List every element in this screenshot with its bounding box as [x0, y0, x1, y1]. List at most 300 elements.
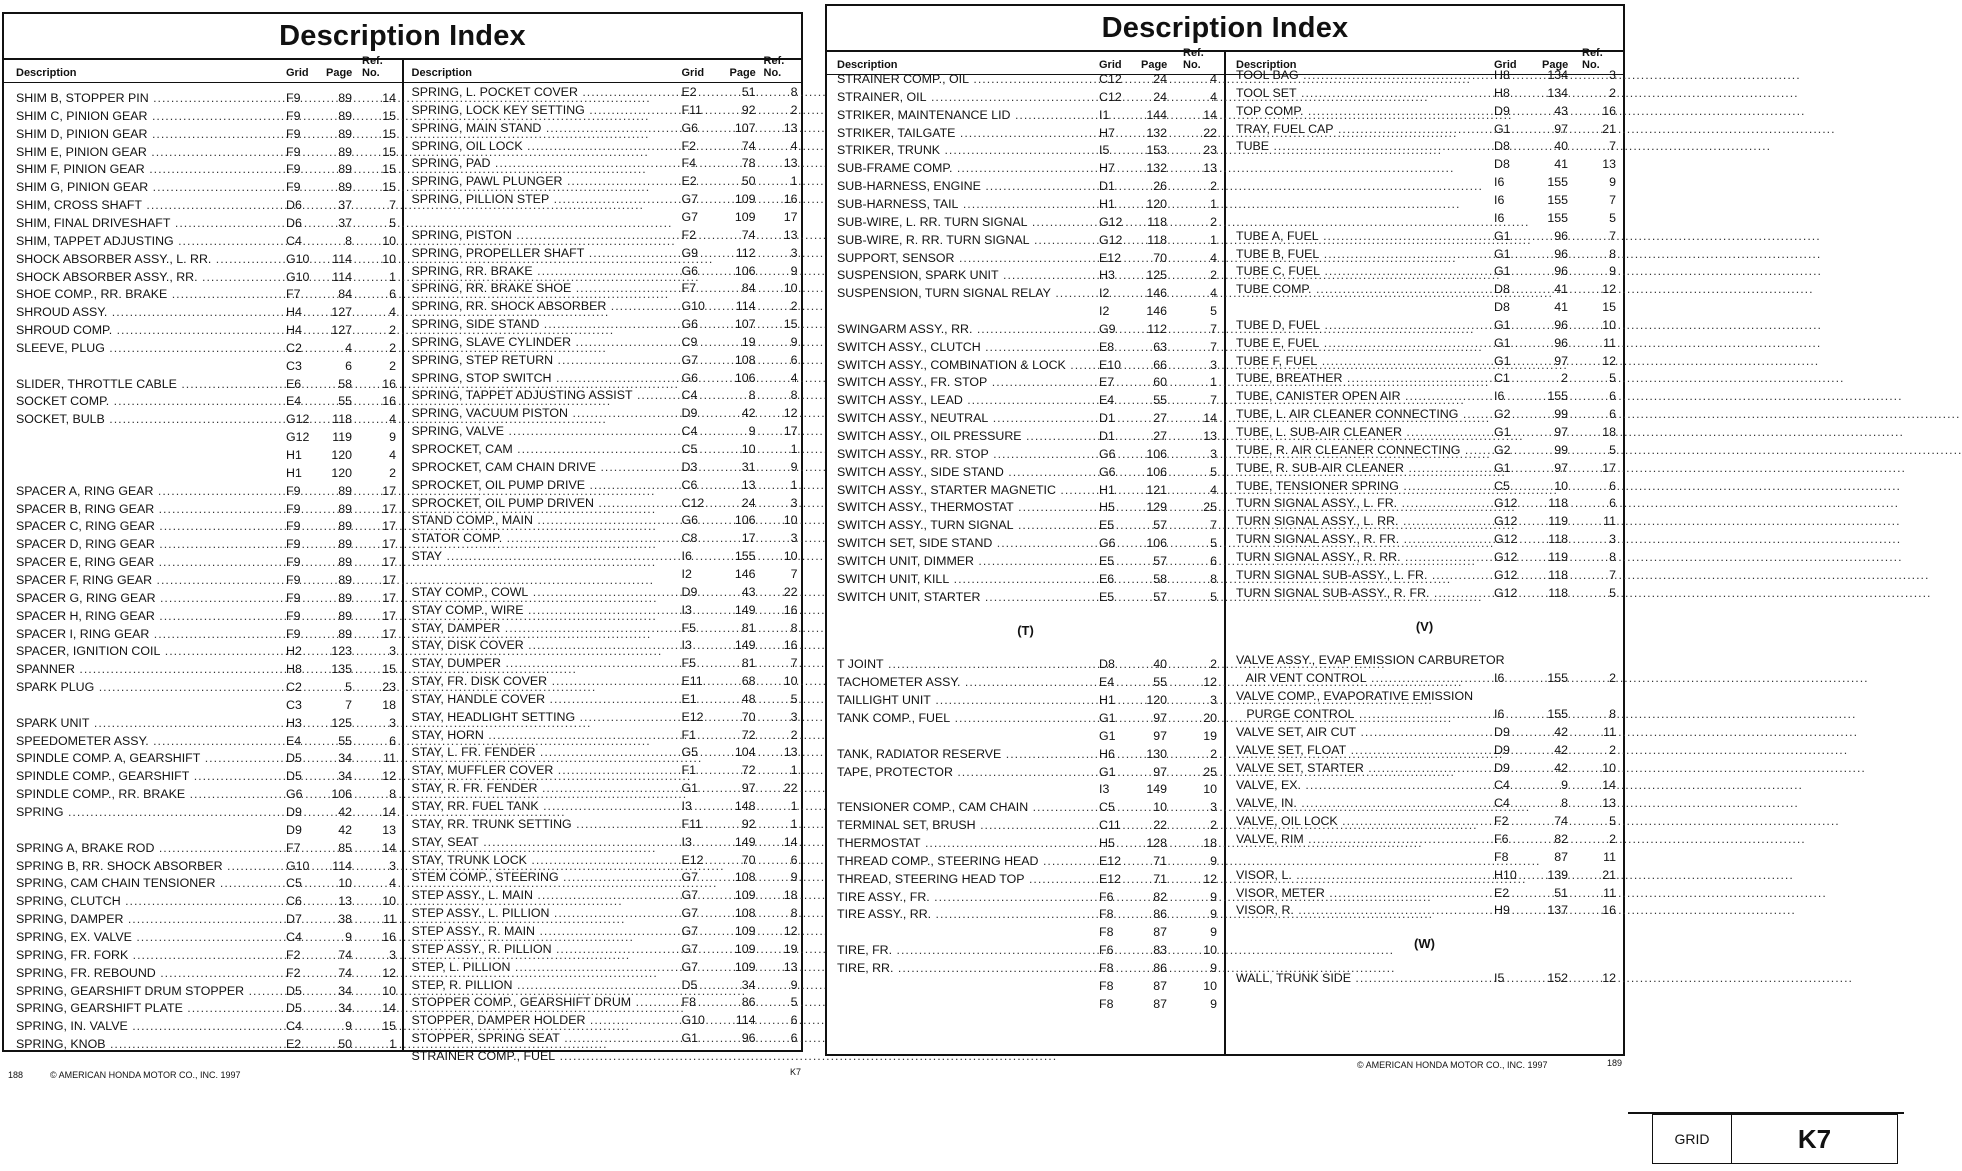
row-description: STAY, L. FR. FENDER ..... [412, 744, 666, 761]
row-grid: G7 [681, 941, 699, 956]
row-grid: F2 [681, 138, 696, 153]
index-row [4, 911, 402, 928]
index-row [1226, 567, 1623, 584]
row-grid: H8 [286, 662, 302, 677]
row-ref-no: 7 [1609, 228, 1616, 243]
row-page: 34 [741, 977, 756, 992]
index-row [827, 553, 1224, 570]
index-row [404, 227, 802, 244]
row-grid: F9 [286, 162, 301, 177]
index-row [404, 387, 802, 404]
row-ref-no: 25 [1203, 764, 1217, 779]
row-description: SPRING A, BRAKE ROD ..... [16, 840, 266, 857]
row-description: STEP, L. PILLION ..... [412, 959, 666, 976]
row-page: 106 [331, 787, 352, 802]
row-grid: G6 [1099, 536, 1116, 551]
row-grid: G10 [681, 1013, 705, 1028]
index-row [1226, 317, 1623, 334]
index-row [404, 1030, 802, 1047]
row-grid: I6 [1494, 389, 1505, 404]
row-grid: H7 [1099, 125, 1115, 140]
index-row [404, 548, 802, 565]
row-grid: D8 [1494, 300, 1510, 315]
row-description: VALVE COMP., EVAPORATIVE EMISSION [1236, 689, 1474, 704]
row-description: SWITCH ASSY., THERMOSTAT ..... [837, 499, 1082, 516]
row-description: SWITCH UNIT, KILL ..... [837, 571, 1082, 588]
row-page: 87 [1153, 978, 1167, 993]
row-page: 92 [741, 816, 756, 831]
row-description: SWITCH ASSY., TURN SIGNAL ..... [837, 517, 1082, 534]
index-row [404, 245, 802, 262]
row-ref-no: 9 [1609, 175, 1616, 190]
row-page: 149 [734, 638, 756, 653]
row-ref-no: 3 [1609, 532, 1616, 547]
row-grid: G5 [681, 745, 699, 760]
row-ref-no: 8 [1609, 549, 1616, 564]
row-description: TUBE, L. SUB-AIR CLEANER ..... [1236, 424, 1481, 441]
row-page: 108 [734, 906, 756, 921]
row-grid: E12 [1099, 250, 1122, 265]
row-ref-no: 1 [1210, 196, 1217, 211]
index-row [4, 233, 402, 250]
row-description: SHROUD COMP. ..... [16, 322, 266, 339]
row-grid: G7 [681, 923, 699, 938]
row-grid: F9 [286, 608, 301, 623]
row-page: 51 [741, 85, 756, 99]
row-grid: F8 [681, 995, 696, 1010]
row-grid: G12 [1099, 232, 1123, 247]
row-grid: D5 [286, 769, 302, 784]
row-page: 97 [1153, 728, 1167, 743]
index-row [1226, 121, 1623, 138]
row-ref-no: 3 [389, 947, 396, 962]
row-page: 82 [1153, 889, 1167, 904]
row-ref-no: 4 [790, 370, 798, 385]
row-grid: F9 [286, 519, 301, 534]
row-grid: C5 [681, 442, 698, 456]
row-page: 9 [345, 929, 352, 944]
row-grid: E6 [286, 376, 302, 391]
index-row [1226, 867, 1623, 884]
row-grid: F6 [1099, 889, 1114, 904]
index-row [4, 965, 402, 982]
index-row [827, 71, 1224, 88]
page-number: 188 [8, 1070, 24, 1080]
index-row [827, 656, 1224, 673]
index-row [1226, 585, 1623, 602]
row-ref-no: 9 [790, 263, 798, 278]
row-page: 109 [734, 923, 756, 938]
row-ref-no: 8 [1609, 707, 1616, 722]
row-grid: G1 [1494, 460, 1511, 475]
header-description: Description [411, 67, 473, 79]
row-description: STAY, RR. TRUNK SETTING ..... [412, 816, 666, 833]
index-row [4, 286, 402, 303]
row-ref-no: 10 [382, 983, 396, 998]
row-description: SPRING, L. POCKET COVER ..... [412, 84, 666, 101]
index-row [4, 715, 402, 732]
row-page: 6 [345, 358, 352, 373]
row-ref-no: 17 [382, 519, 396, 534]
row-page: 89 [338, 626, 352, 641]
row-description: STRAINER, OIL ..... [837, 89, 1082, 106]
page-title: Description Index [827, 6, 1623, 52]
row-ref-no: 4 [389, 448, 396, 462]
index-row [827, 285, 1224, 302]
row-page: 155 [1547, 192, 1568, 207]
row-grid: D5 [286, 1001, 302, 1016]
index-row [4, 786, 402, 803]
row-grid: I2 [1099, 304, 1110, 319]
row-description: SPRING, SLAVE CYLINDER ..... [412, 334, 666, 351]
row-page: 127 [331, 323, 352, 338]
index-row [404, 709, 802, 726]
row-description: STAY COMP., COWL ..... [412, 584, 666, 601]
row-description: SUB-WIRE, R. RR. TURN SIGNAL ..... [837, 232, 1082, 249]
row-ref-no: 9 [1210, 925, 1217, 940]
row-description: SPACER B, RING GEAR ..... [16, 501, 266, 518]
row-grid: G1 [1494, 353, 1511, 368]
index-row [1226, 777, 1623, 794]
row-ref-no: 7 [1210, 339, 1217, 354]
row-description: SPRING, TAPPET ADJUSTING ASSIST ..... [412, 387, 666, 404]
index-row [404, 869, 802, 886]
row-ref-no: 17 [1602, 460, 1616, 475]
row-grid: H6 [1099, 746, 1115, 761]
row-ref-no: 2 [389, 340, 396, 355]
row-page: 58 [338, 376, 352, 391]
row-grid: G6 [1099, 446, 1116, 461]
row-ref-no: 9 [790, 459, 798, 474]
row-description: SPACER, IGNITION COIL ..... [16, 643, 266, 660]
row-ref-no: 3 [389, 715, 396, 730]
row-grid: G12 [1494, 549, 1518, 564]
row-ref-no: 6 [389, 733, 396, 748]
index-row [4, 733, 402, 750]
index-row [4, 1018, 402, 1035]
index-row [404, 477, 802, 494]
index-row [4, 875, 402, 892]
row-ref-no: 9 [790, 334, 798, 349]
row-ref-no: 14 [382, 840, 396, 855]
row-page: 146 [1146, 286, 1167, 301]
section-heading: (V) [1415, 618, 1434, 634]
row-description: SHOCK ABSORBER ASSY., RR. ..... [16, 269, 266, 286]
index-row [1226, 970, 1623, 987]
row-ref-no: 3 [790, 495, 798, 510]
row-page: 41 [1554, 157, 1568, 172]
row-grid: G1 [1494, 335, 1511, 350]
row-grid: E2 [1494, 885, 1510, 900]
index-row [1226, 353, 1623, 370]
row-ref-no: 10 [783, 513, 798, 528]
row-page: 134 [1547, 85, 1568, 100]
row-ref-no: 10 [1203, 978, 1217, 993]
row-ref-no: 11 [383, 912, 396, 927]
row-ref-no: 10 [382, 894, 396, 909]
header-ref: Ref. No. [1183, 47, 1204, 71]
row-description: TUBE, BREATHER ..... [1236, 370, 1481, 387]
row-ref-no: 8 [1609, 246, 1616, 261]
row-description: STEP ASSY., R. MAIN ..... [412, 923, 666, 940]
index-row [4, 179, 402, 196]
row-grid: H4 [286, 305, 302, 320]
row-description: SWITCH ASSY., LEAD ..... [837, 392, 1082, 409]
row-description: SPACER C, RING GEAR ..... [16, 518, 266, 535]
index-row [827, 535, 1224, 552]
row-description: SHIM E, PINION GEAR ..... [16, 144, 266, 161]
index-page-left [2, 12, 803, 1063]
index-row [1226, 281, 1623, 298]
row-ref-no: 17 [382, 608, 396, 623]
index-row [827, 303, 1224, 320]
index-row [827, 142, 1224, 159]
row-grid: C4 [286, 233, 302, 248]
row-description: SPACER E, RING GEAR ..... [16, 554, 266, 571]
row-ref-no: 15 [783, 317, 798, 332]
row-ref-no: 8 [790, 620, 798, 635]
row-grid: I6 [1494, 175, 1505, 190]
row-ref-no: 10 [382, 233, 396, 248]
row-grid: C4 [681, 388, 698, 403]
row-description: STAND COMP., MAIN ..... [412, 512, 666, 529]
row-ref-no: 13 [1602, 796, 1616, 811]
row-page: 155 [1547, 389, 1568, 404]
row-page: 86 [741, 995, 756, 1010]
row-description: SPACER G, RING GEAR ..... [16, 590, 266, 607]
row-grid: G7 [681, 888, 699, 903]
row-description: SPRING, RR. SHOCK ABSORBER ..... [412, 298, 666, 315]
row-grid: F7 [286, 287, 301, 302]
row-ref-no: 6 [1210, 553, 1217, 568]
copyright: © AMERICAN HONDA MOTOR CO., INC. 1997 [50, 1070, 241, 1080]
row-page: 42 [1554, 724, 1568, 739]
row-description: SPANNER ..... [16, 661, 266, 678]
row-page: 9 [1561, 778, 1568, 793]
row-page: 22 [1153, 818, 1167, 833]
row-page: 81 [741, 620, 756, 635]
index-row [1226, 849, 1623, 866]
row-page: 127 [331, 305, 352, 320]
index-row [1226, 652, 1623, 669]
row-ref-no: 12 [1602, 282, 1616, 297]
row-ref-no: 5 [1210, 304, 1217, 319]
row-page: 139 [1547, 867, 1568, 882]
row-ref-no: 1 [790, 763, 798, 778]
row-ref-no: 12 [1203, 871, 1217, 886]
row-page: 87 [1153, 996, 1167, 1011]
row-page: 74 [741, 227, 756, 242]
row-ref-no: 18 [783, 888, 798, 903]
row-grid: C6 [286, 894, 302, 909]
row-description: THREAD, STEERING HEAD TOP ..... [837, 871, 1082, 888]
row-description: SPRING, STOP SWITCH ..... [412, 370, 666, 387]
row-grid: F11 [681, 816, 702, 831]
index-row [4, 929, 402, 946]
row-grid: F2 [681, 227, 696, 242]
row-ref-no: 7 [790, 656, 798, 671]
row-grid: G7 [681, 906, 699, 921]
row-grid: G1 [1494, 425, 1511, 439]
index-row [404, 530, 802, 547]
row-description: VISOR, L. ..... [1236, 867, 1481, 884]
index-row [827, 960, 1224, 977]
row-ref-no: 10 [1602, 760, 1616, 775]
row-grid: E5 [1099, 589, 1115, 604]
row-description: SUB-WIRE, L. RR. TURN SIGNAL ..... [837, 214, 1082, 231]
row-grid: E4 [1099, 675, 1115, 690]
row-page: 108 [734, 352, 756, 367]
row-grid: F4 [681, 156, 696, 171]
row-description: SUSPENSION, SPARK UNIT ..... [837, 267, 1082, 284]
row-description: SPEEDOMETER ASSY. ..... [16, 733, 266, 750]
row-page: 96 [1554, 228, 1568, 243]
row-grid: G7 [681, 352, 699, 367]
row-grid: H1 [1099, 693, 1115, 708]
row-ref-no: 22 [783, 781, 798, 796]
row-ref-no: 22 [1203, 125, 1217, 140]
row-grid: E12 [1099, 853, 1122, 868]
row-grid: I2 [1099, 286, 1110, 301]
row-description: STEP ASSY., R. PILLION ..... [412, 941, 666, 958]
row-description: STRAINER COMP., OIL ..... [837, 71, 1082, 88]
row-grid: F8 [1099, 978, 1114, 993]
row-description: STAY, HEADLIGHT SETTING ..... [412, 709, 666, 726]
row-page: 99 [1554, 442, 1568, 457]
index-row [404, 263, 802, 280]
row-description: STEP ASSY., L. PILLION ..... [412, 905, 666, 922]
row-description: SPACER H, RING GEAR ..... [16, 608, 266, 625]
row-description: SHOCK ABSORBER ASSY., L. RR. ..... [16, 251, 266, 268]
row-grid: C2 [286, 340, 302, 355]
row-description: SWITCH UNIT, STARTER ..... [837, 589, 1082, 606]
index-row [404, 744, 802, 761]
row-ref-no: 2 [1210, 268, 1217, 283]
row-page: 55 [338, 733, 352, 748]
row-grid: I3 [681, 602, 692, 617]
row-description: WALL, TRUNK SIDE ..... [1236, 970, 1481, 987]
row-page: 114 [332, 858, 352, 873]
index-row [1226, 406, 1623, 423]
row-page: 51 [1554, 885, 1568, 900]
row-page: 155 [1547, 707, 1568, 722]
index-row [827, 924, 1224, 941]
row-ref-no: 3 [790, 709, 798, 724]
row-page: 41 [1554, 282, 1568, 297]
row-ref-no: 1 [1210, 232, 1217, 247]
index-row [404, 102, 802, 119]
index-row [4, 483, 402, 500]
row-ref-no: 4 [1210, 72, 1217, 86]
row-grid: G12 [1494, 514, 1518, 529]
index-row [4, 215, 402, 232]
row-grid: C4 [681, 424, 698, 439]
row-description: SPRING, PISTON ..... [412, 227, 666, 244]
row-description: STEP, R. PILLION ..... [412, 977, 666, 994]
row-grid: C4 [1494, 778, 1510, 793]
row-page: 24 [1153, 72, 1167, 86]
index-row [1226, 192, 1623, 209]
row-ref-no: 8 [1210, 571, 1217, 586]
index-row [827, 728, 1224, 745]
index-row [404, 298, 802, 315]
row-ref-no: 5 [1609, 371, 1616, 386]
row-grid: G1 [1494, 317, 1511, 332]
row-ref-no: 17 [783, 209, 798, 224]
row-description: SPRING B, RR. SHOCK ABSORBER ..... [16, 858, 266, 875]
row-ref-no: 13 [783, 227, 798, 242]
row-ref-no: 16 [382, 394, 396, 409]
index-row [1226, 138, 1623, 155]
row-grid: F1 [681, 763, 696, 778]
row-grid: I3 [681, 799, 692, 813]
row-page: 42 [338, 805, 352, 819]
index-row [404, 155, 802, 172]
index-row [404, 637, 802, 654]
row-description: TIRE ASSY., RR. ..... [837, 906, 1082, 923]
row-ref-no: 2 [1609, 831, 1616, 846]
row-description: SPROCKET, CAM ..... [412, 441, 666, 458]
index-row [1226, 246, 1623, 263]
row-description: SWITCH UNIT, DIMMER ..... [837, 553, 1082, 570]
row-description: SPACER F, RING GEAR ..... [16, 572, 266, 589]
row-page: 8 [1561, 796, 1568, 811]
index-row [404, 441, 802, 458]
row-ref-no: 17 [382, 555, 396, 570]
row-description: STEM COMP., STEERING ..... [412, 869, 666, 886]
row-page: 97 [1554, 460, 1568, 475]
row-page: 99 [1554, 407, 1568, 422]
row-ref-no: 15 [382, 662, 396, 677]
row-ref-no: 15 [1602, 300, 1616, 315]
index-row [827, 374, 1224, 391]
row-description: SLEEVE, PLUG ..... [16, 340, 266, 357]
row-grid: G1 [1494, 121, 1511, 136]
row-page: 89 [338, 483, 352, 498]
row-grid: F2 [1494, 814, 1509, 829]
row-page: 97 [1554, 121, 1568, 136]
row-grid: G1 [1494, 228, 1511, 243]
row-ref-no: 6 [790, 352, 798, 367]
row-page: 89 [338, 608, 352, 623]
row-page: 125 [1146, 268, 1167, 283]
row-page: 112 [1147, 321, 1167, 336]
row-grid: I3 [1099, 782, 1110, 797]
row-description: SPRING, STEP RETURN ..... [412, 352, 666, 369]
row-description: SWITCH ASSY., FR. STOP ..... [837, 374, 1082, 391]
row-description: TUBE F, FUEL ..... [1236, 353, 1481, 370]
row-grid: F2 [286, 947, 301, 962]
index-row [1226, 370, 1623, 387]
index-row [827, 357, 1224, 374]
row-page: 118 [1548, 585, 1568, 600]
index-row [827, 746, 1224, 763]
row-grid: E4 [1099, 393, 1115, 408]
row-grid: F9 [286, 144, 301, 159]
index-row [404, 780, 802, 797]
row-description: SPRING, LOCK KEY SETTING ..... [412, 102, 666, 119]
row-page: 96 [1554, 335, 1568, 350]
row-page: 89 [338, 144, 352, 159]
header-description: Description [1236, 59, 1297, 71]
row-ref-no: 1 [389, 1037, 396, 1052]
row-page: 106 [1146, 536, 1167, 551]
row-page: 41 [1554, 300, 1568, 315]
row-page: 78 [741, 156, 756, 171]
index-row [404, 834, 802, 851]
row-ref-no: 10 [1203, 943, 1217, 958]
row-page: 63 [1153, 339, 1167, 354]
